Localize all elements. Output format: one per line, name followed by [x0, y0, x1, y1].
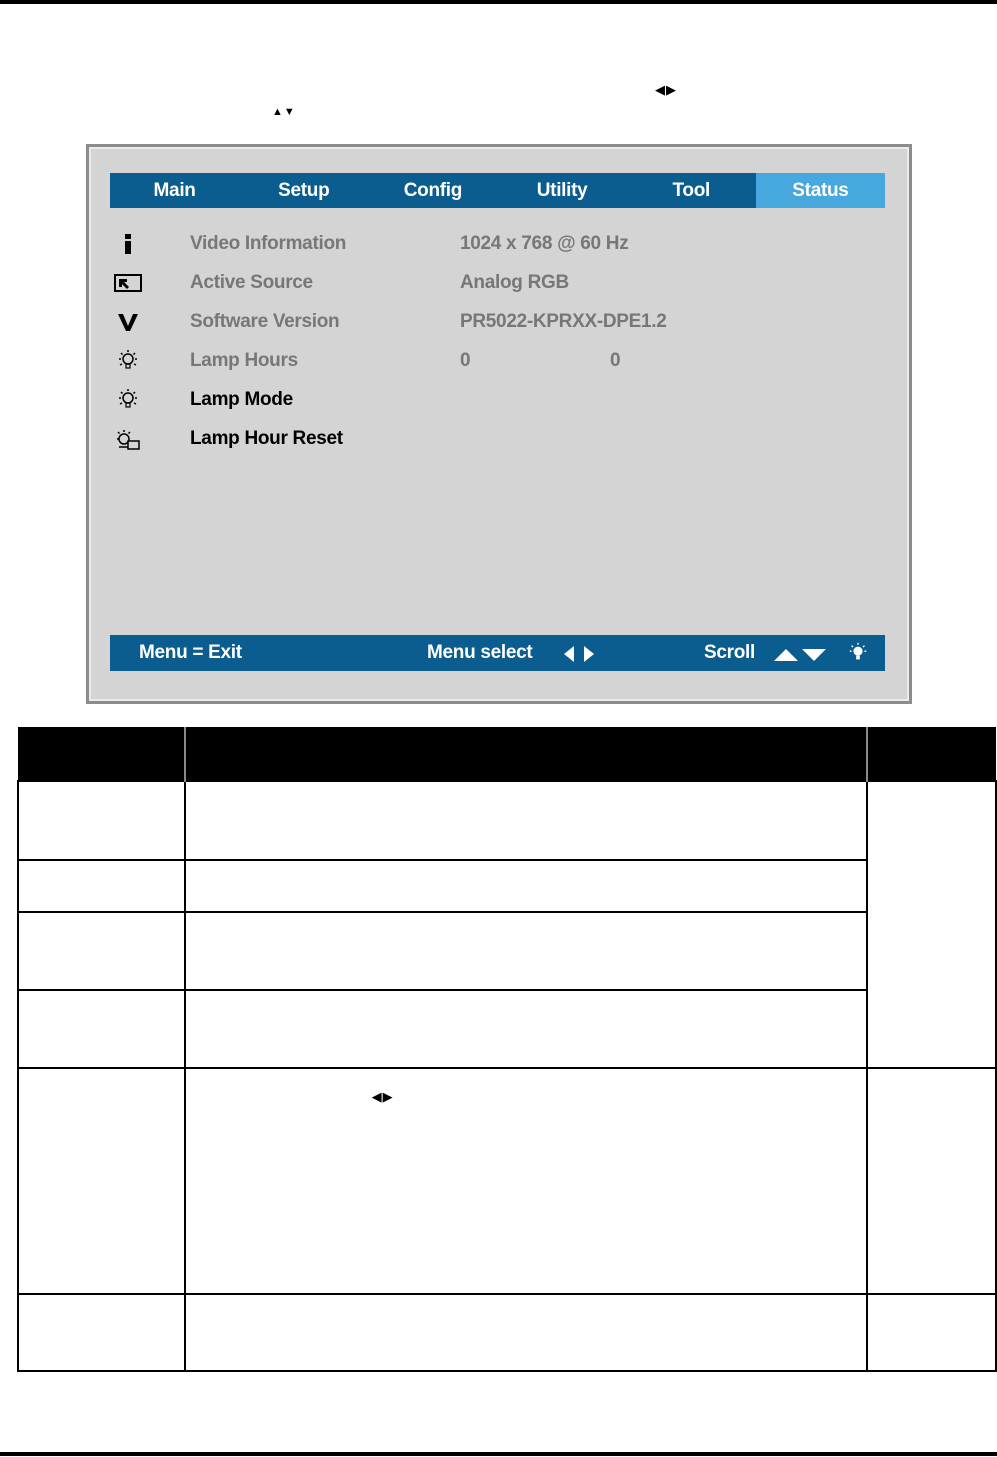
table-cell [185, 1068, 868, 1294]
table-cell [867, 781, 996, 1068]
active-source-value: Analog RGB [460, 272, 569, 293]
lamp-mode-label[interactable]: Lamp Mode [190, 389, 293, 410]
osd-tab-bar [110, 173, 885, 208]
lamp-hours-value: 0 [460, 350, 471, 371]
tab-config[interactable]: Config [403, 179, 463, 201]
table-header-cell [18, 727, 185, 781]
menu-exit-hint: Menu = Exit [139, 642, 242, 663]
info-icon [113, 231, 143, 257]
video-information-value: 1024 x 768 @ 60 Hz [460, 233, 629, 254]
menu-item-lamp-mode[interactable] [113, 385, 293, 415]
tab-status[interactable]: Status [756, 173, 885, 208]
tab-utility[interactable]: Utility [536, 179, 588, 201]
video-information-label: Video Information [190, 233, 347, 254]
lamp-icon [113, 387, 143, 413]
table-cell [18, 860, 185, 912]
table-cell [185, 1294, 868, 1371]
table-row [18, 912, 996, 990]
up-down-arrows-icon: ▲▼ [272, 106, 296, 118]
up-down-arrows-icon [774, 646, 828, 668]
left-right-arrows-icon: ◀▶ [371, 1089, 394, 1104]
table-cell [18, 781, 185, 860]
lamp-hours-value-2: 0 [610, 350, 621, 371]
menu-item-lamp-hour-reset[interactable] [113, 424, 343, 454]
table-header-cell [867, 727, 996, 781]
table-cell [185, 860, 868, 912]
osd-menu [86, 144, 912, 704]
table-cell [185, 912, 868, 990]
lamp-icon [113, 348, 143, 374]
table-header-cell [185, 727, 868, 781]
table-row [18, 1294, 996, 1371]
source-icon [113, 270, 143, 296]
software-version-label: Software Version [190, 311, 340, 332]
table-cell [18, 1068, 185, 1294]
left-right-arrows-icon: ◀▶ [655, 82, 677, 97]
top-rule [0, 0, 997, 4]
active-source-label: Active Source [190, 272, 313, 293]
tab-setup[interactable]: Setup [278, 179, 330, 201]
software-version-value: PR5022-KPRXX-DPE1.2 [460, 311, 667, 332]
menu-item-active-source [113, 268, 569, 298]
osd-footer-bar [110, 635, 885, 671]
table-cell [18, 990, 185, 1068]
bottom-rule [0, 1452, 997, 1456]
lamp-hour-reset-label[interactable]: Lamp Hour Reset [190, 428, 343, 449]
table-row [18, 990, 996, 1068]
version-icon [113, 309, 143, 335]
table-cell [18, 912, 185, 990]
table-cell [18, 1294, 185, 1371]
table-cell [867, 1294, 996, 1371]
table-cell [185, 781, 868, 860]
scroll-hint: Scroll [704, 642, 755, 663]
table-row [18, 1068, 996, 1294]
left-right-arrows-icon [562, 645, 596, 669]
menu-item-software-version [113, 307, 667, 337]
lamp-icon [847, 641, 869, 671]
menu-item-video-information [113, 229, 629, 259]
table-row [18, 860, 996, 912]
table-cell [185, 990, 868, 1068]
tab-main[interactable]: Main [153, 179, 196, 201]
tab-tool[interactable]: Tool [672, 179, 711, 201]
table-row [18, 781, 996, 860]
lamp-reset-icon [113, 426, 143, 452]
table-cell [867, 1068, 996, 1294]
description-table [17, 727, 997, 1372]
menu-item-lamp-hours [113, 346, 621, 376]
lamp-hours-label: Lamp Hours [190, 350, 298, 371]
menu-select-hint: Menu select [427, 642, 533, 663]
